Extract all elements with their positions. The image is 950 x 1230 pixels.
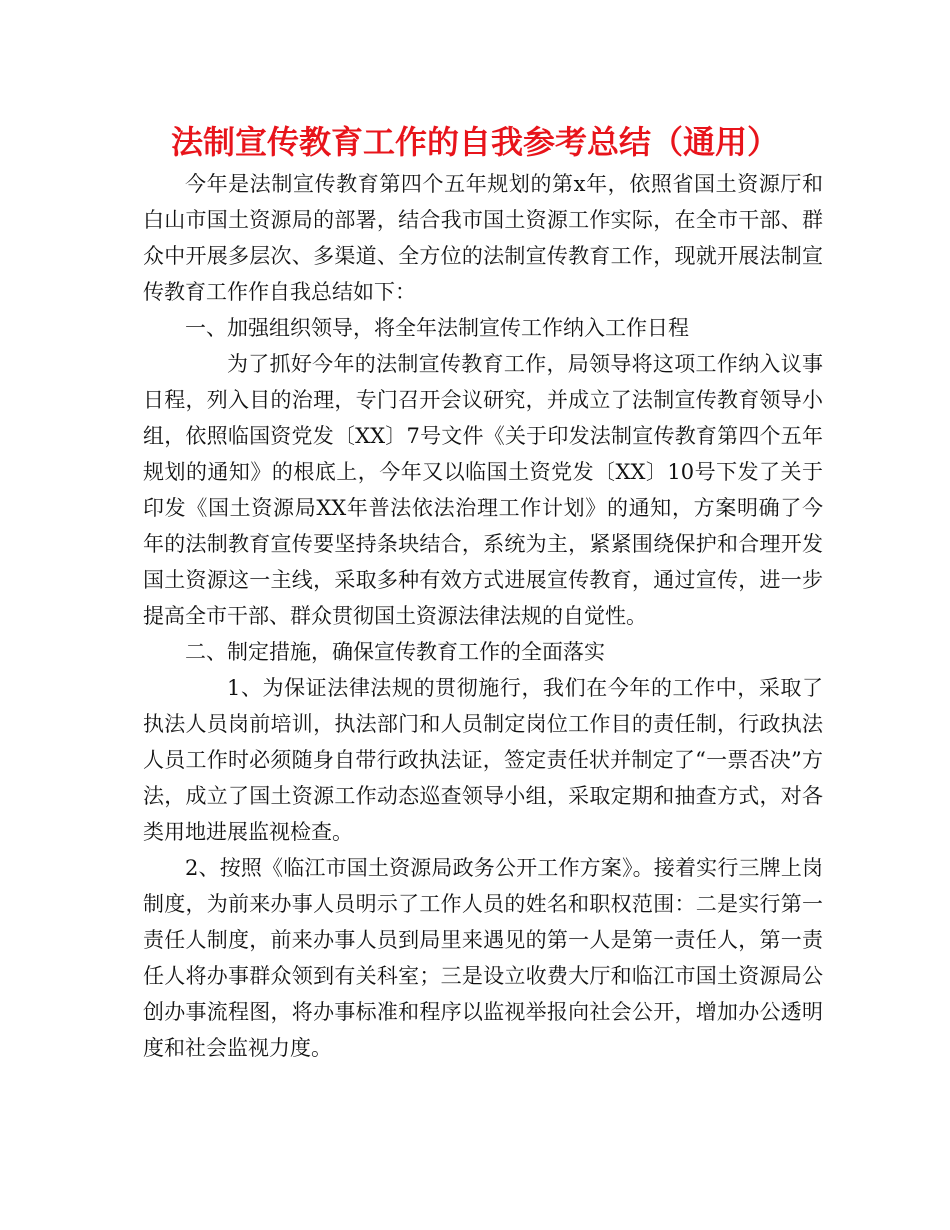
intro-paragraph: 今年是法制宣传教育第四个五年规划的第x年，依照省国土资源厅和白山市国土资源局的部署，结合我市国土资源工作实际，在全市干部、群众中开展多层次、多渠道、全方位的法制宣传教育工作，现就开展法制宣传教育工作作自我总结如下： <box>143 172 823 304</box>
section-2-item-2: 2、按照《临江市国土资源局政务公开工作方案》。接着实行三牌上岗制度，为前来办事人员明示了工作人员的姓名和职权范围：二是实行第一责任人制度，前来办事人员到局里来遇见的第一人是第一责任人，第一责任人将办事群众领到有关科室；三是设立收费大厅和临江市国土资源局公创办事流程图，将办事标准和程序以监视举报向社会公开，增加办公透明度和社会监视力度。 <box>143 856 823 1060</box>
document-body <box>143 166 823 1066</box>
section-1-paragraph: 为了抓好今年的法制宣传教育工作，局领导将这项工作纳入议事日程，列入目的治理，专门召开会议研究，并成立了法制宣传教育领导小组，依照临国资党发〔XX〕7号文件《关于印发法制宣传教育第四个五年规划的通知》的根底上，今年又以临国土资党发〔XX〕10号下发了关于印发《国土资源局XX年普法依法治理工作计划》的通知，方案明确了今年的法制教育宣传要坚持条块结合，系统为主，紧紧围绕保护和合理开发国土资源这一主线，采取多种有效方式进展宣传教育，通过宣传，进一步提高全市干部、群众贯彻国土资源法律法规的自觉性。 <box>143 352 823 628</box>
document-title: 法制宣传教育工作的自我参考总结（通用） <box>170 123 779 161</box>
section-heading-1: 一、加强组织领导，将全年法制宣传工作纳入工作日程 <box>185 316 689 340</box>
section-2-item-1: 1、为保证法律法规的贯彻施行，我们在今年的工作中，采取了执法人员岗前培训，执法部门和人员制定岗位工作目的责任制，行政执法人员工作时必须随身自带行政执法证，签定责任状并制定了“一票否决”方法，成立了国土资源工作动态巡查领导小组，采取定期和抽查方式，对各类用地进展监视检查。 <box>143 676 823 844</box>
section-heading-2: 二、制定措施，确保宣传教育工作的全面落实 <box>185 640 605 664</box>
